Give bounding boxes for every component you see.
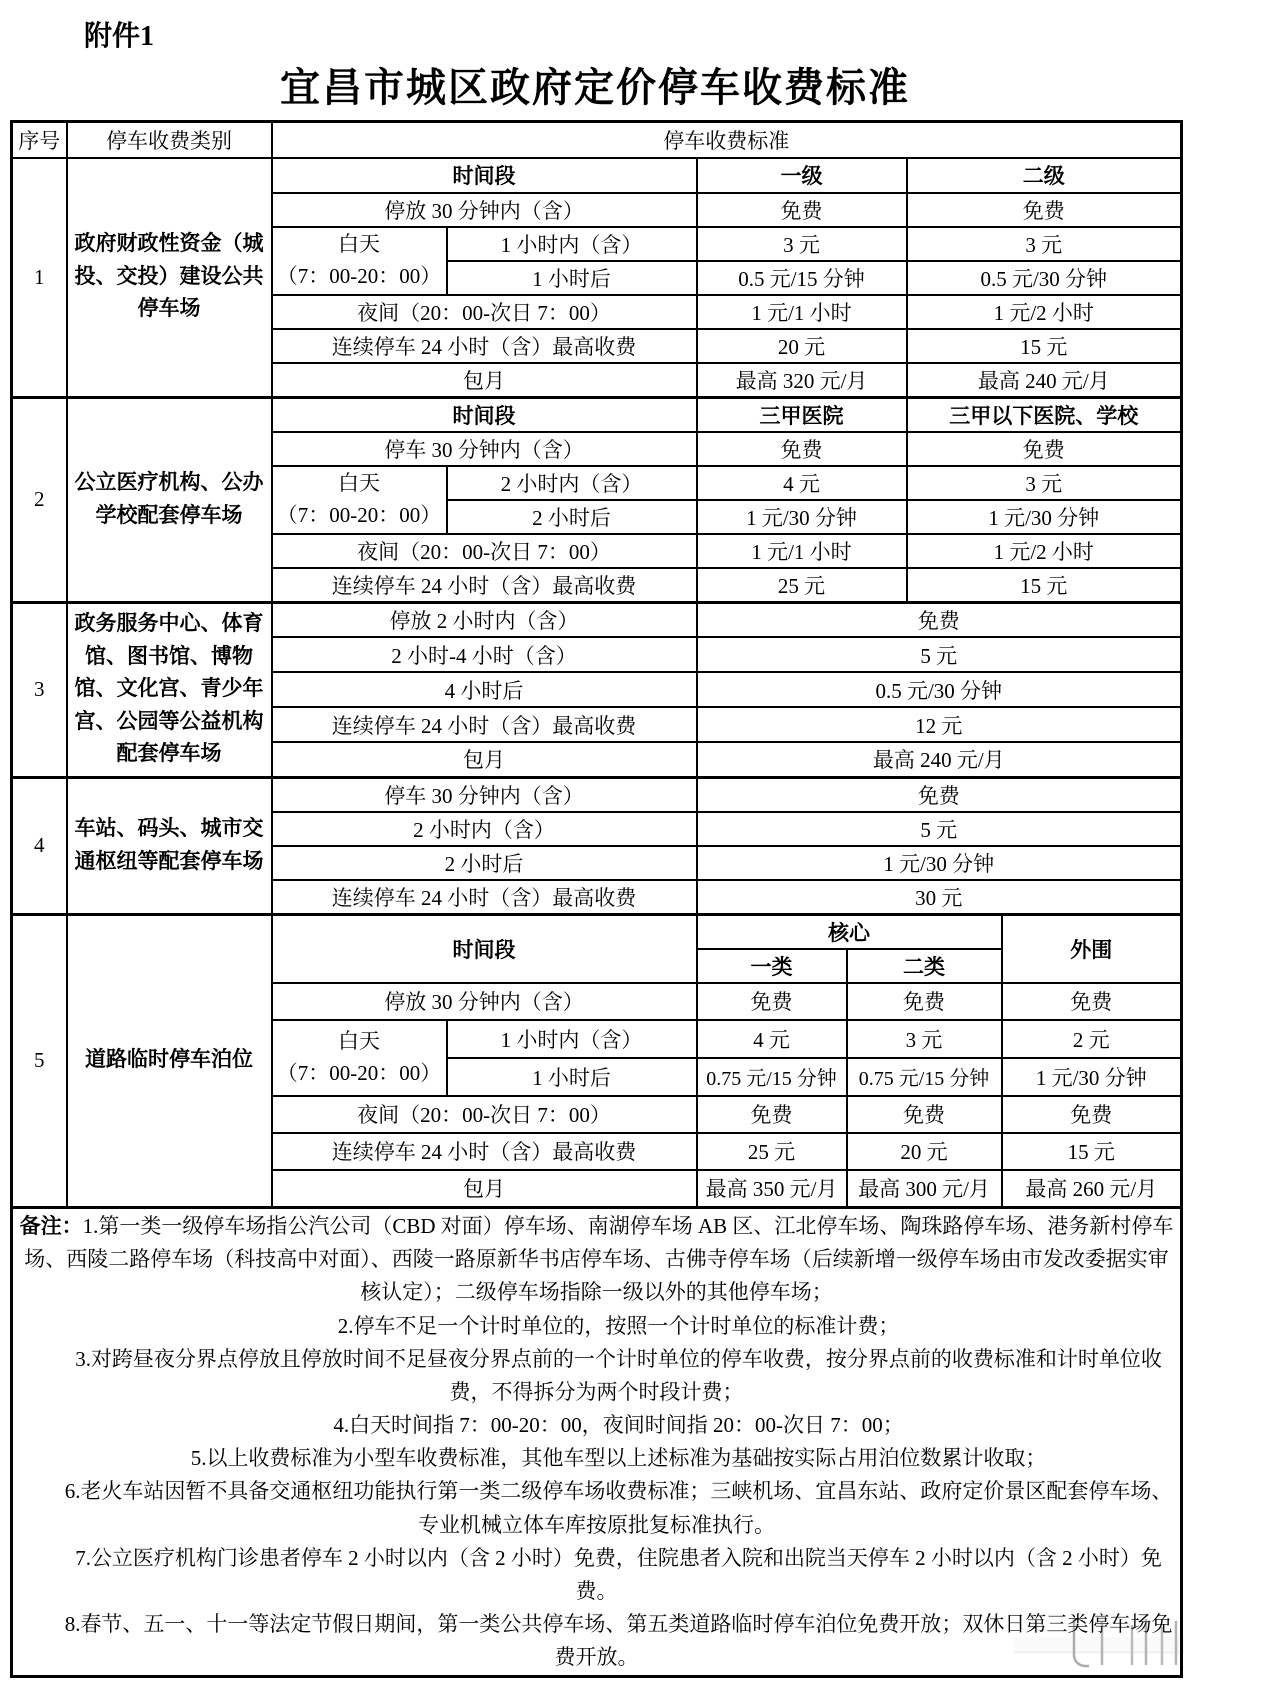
- s5-night-v2: 免费: [847, 1096, 1002, 1133]
- s5-free30-v2: 免费: [847, 983, 1002, 1020]
- s3-r1-label: 停放 2 小时内（含）: [272, 602, 697, 637]
- s1-within-label: 1 小时内（含）: [447, 227, 697, 261]
- s2-category: 公立医疗机构、公办学校配套停车场: [67, 397, 272, 602]
- s2-col2-header: 三甲以下医院、学校: [907, 397, 1182, 432]
- s3-r2-value: 5 元: [697, 637, 1182, 672]
- s1-max24-v2: 15 元: [907, 329, 1182, 363]
- s5-night-label: 夜间（20：00-次日 7：00）: [272, 1096, 697, 1133]
- s5-category: 道路临时停车泊位: [67, 914, 272, 1208]
- s4-r3-value: 1 元/30 分钟: [697, 846, 1182, 880]
- header-category: 停车收费类别: [67, 122, 272, 158]
- s5-within-v1: 4 元: [697, 1020, 847, 1058]
- s3-r1-row: [12, 602, 1182, 637]
- s1-monthly-label: 包月: [272, 363, 697, 398]
- s5-free30-v3: 免费: [1002, 983, 1182, 1020]
- s1-after-label: 1 小时后: [447, 261, 697, 295]
- s3-r5-label: 包月: [272, 742, 697, 777]
- s2-seq: 2: [12, 397, 67, 602]
- s4-r3-label: 2 小时后: [272, 846, 697, 880]
- note-item-2: 2.停车不足一个计时单位的，按照一个计时单位的标准计费；: [337, 1313, 900, 1338]
- s5-max24-v1: 25 元: [697, 1133, 847, 1170]
- s1-night-v2: 1 元/2 小时: [907, 295, 1182, 329]
- s3-r3-value: 0.5 元/30 分钟: [697, 672, 1182, 707]
- s5-free30-label: 停放 30 分钟内（含）: [272, 983, 697, 1020]
- s5-free30-v1: 免费: [697, 983, 847, 1020]
- s1-max24-label: 连续停车 24 小时（含）最高收费: [272, 329, 697, 363]
- s5-night-v1: 免费: [697, 1096, 847, 1133]
- s4-category: 车站、码头、城市交通枢纽等配套停车场: [67, 777, 272, 914]
- header-standard: 停车收费标准: [272, 122, 1182, 158]
- s2-night-v1: 1 元/1 小时: [697, 534, 907, 568]
- s2-max24-v1: 25 元: [697, 568, 907, 603]
- s1-daytime-line1: 白天: [338, 232, 380, 256]
- s1-after-v2: 0.5 元/30 分钟: [907, 261, 1182, 295]
- s1-after-v1: 0.5 元/15 分钟: [697, 261, 907, 295]
- s2-time-header: 时间段: [272, 397, 697, 432]
- s1-category: 政府财政性资金（城投、交投）建设公共停车场: [67, 158, 272, 398]
- s4-r1-value: 免费: [697, 777, 1182, 812]
- note-item-5: 5.以上收费标准为小型车收费标准，其他车型以上述标准为基础按实际占用泊位数累计收取；: [190, 1446, 1047, 1471]
- s2-within-v1: 4 元: [697, 466, 907, 500]
- s4-r4-label: 连续停车 24 小时（含）最高收费: [272, 880, 697, 915]
- s2-daytime-line2: （7：00-20：00）: [276, 502, 442, 527]
- s5-monthly-v3: 最高 260 元/月: [1002, 1170, 1182, 1208]
- note-item-4: 4.白天时间指 7：00-20：00，夜间时间指 20：00-次日 7：00；: [333, 1413, 904, 1438]
- s2-max24-label: 连续停车 24 小时（含）最高收费: [272, 568, 697, 603]
- s5-outer-header: 外围: [1002, 914, 1182, 983]
- s1-seq: 1: [12, 158, 67, 398]
- s1-col2-header: 二级: [907, 158, 1182, 193]
- s2-max24-v2: 15 元: [907, 568, 1182, 603]
- s3-r1-value: 免费: [697, 602, 1182, 637]
- s1-night-v1: 1 元/1 小时: [697, 295, 907, 329]
- s2-col1-header: 三甲医院: [697, 397, 907, 432]
- s5-within-v3: 2 元: [1002, 1020, 1182, 1058]
- s5-seq: 5: [12, 914, 67, 1208]
- note-item-8: 8.春节、五一、十一等法定节假日期间，第一类公共停车场、第五类道路临时停车泊位免费开放；双休日第三类停车场免费开放。: [64, 1612, 1173, 1670]
- s1-free30-label: 停放 30 分钟内（含）: [272, 193, 697, 227]
- s5-core1-header: 一类: [697, 949, 847, 983]
- note-item-1-text: 1.第一类一级停车场指公汽公司（CBD 对面）停车场、南湖停车场 AB 区、江北停车场、陶珠路停车场、港务新村停车场、西陵二路停车场（科技高中对面）、西陵一路原新华书店停车场、古佛寺停车场（后续新增一级停车场由市发改委据实审核认定）；二级停车场指除一级以外的其他停车场；: [24, 1214, 1174, 1305]
- s1-daytime-label: [272, 227, 447, 295]
- s4-r4-value: 30 元: [697, 880, 1182, 915]
- s5-max24-label: 连续停车 24 小时（含）最高收费: [272, 1133, 697, 1170]
- s2-header-row: [12, 397, 1182, 432]
- note-item-7: 7.公立医疗机构门诊患者停车 2 小时以内（含 2 小时）免费，住院患者入院和出院当天停车 2 小时以内（含 2 小时）免费。: [75, 1545, 1162, 1603]
- notes-row: [12, 1208, 1182, 1677]
- table-header-row: [12, 122, 1182, 158]
- s4-r1-row: [12, 777, 1182, 812]
- s5-daytime-line1: 白天: [338, 1029, 380, 1053]
- parking-fee-table: [10, 120, 1183, 1678]
- s3-seq: 3: [12, 602, 67, 777]
- s4-r2-label: 2 小时内（含）: [272, 812, 697, 846]
- s2-daytime-line1: 白天: [338, 471, 380, 495]
- notes-block: [12, 1208, 1182, 1677]
- note-item-3: 3.对跨昼夜分界点停放且停放时间不足昼夜分界点前的一个计时单位的停车收费，按分界点前的收费标准和计时单位收费，不得拆分为两个时段计费；: [75, 1346, 1162, 1404]
- note-item-6: 6.老火车站因暂不具备交通枢纽功能执行第一类二级停车场收费标准；三峡机场、宜昌东站、政府定价景区配套停车场、专业机械立体车库按原批复标准执行。: [64, 1479, 1173, 1537]
- s5-within-label: 1 小时内（含）: [447, 1020, 697, 1058]
- s5-max24-v2: 20 元: [847, 1133, 1002, 1170]
- s5-night-v3: 免费: [1002, 1096, 1182, 1133]
- note-item-1: [15, 1210, 1178, 1310]
- s5-daytime-label: [272, 1020, 447, 1096]
- s2-free30-label: 停车 30 分钟内（含）: [272, 432, 697, 466]
- s1-within-v2: 3 元: [907, 227, 1182, 261]
- s3-r5-value: 最高 240 元/月: [697, 742, 1182, 777]
- s2-after-v2: 1 元/30 分钟: [907, 500, 1182, 534]
- s1-time-header: 时间段: [272, 158, 697, 193]
- s5-core2-header: 二类: [847, 949, 1002, 983]
- s1-monthly-v2: 最高 240 元/月: [907, 363, 1182, 398]
- s1-free30-v1: 免费: [697, 193, 907, 227]
- s4-r2-value: 5 元: [697, 812, 1182, 846]
- s1-monthly-v1: 最高 320 元/月: [697, 363, 907, 398]
- s1-daytime-line2: （7：00-20：00）: [276, 263, 442, 288]
- page-title: 宜昌市城区政府定价停车收费标准: [280, 65, 910, 110]
- s5-monthly-v2: 最高 300 元/月: [847, 1170, 1002, 1208]
- s2-free30-v1: 免费: [697, 432, 907, 466]
- s5-after-label: 1 小时后: [447, 1058, 697, 1096]
- s4-seq: 4: [12, 777, 67, 914]
- s5-header-row1: [12, 914, 1182, 949]
- s5-within-v2: 3 元: [847, 1020, 1002, 1058]
- s3-r3-label: 4 小时后: [272, 672, 697, 707]
- s3-r4-label: 连续停车 24 小时（含）最高收费: [272, 707, 697, 742]
- s2-after-label: 2 小时后: [447, 500, 697, 534]
- s1-col1-header: 一级: [697, 158, 907, 193]
- s2-daytime-label: [272, 466, 447, 534]
- s5-core-header: 核心: [697, 914, 1002, 949]
- s3-r4-value: 12 元: [697, 707, 1182, 742]
- s1-free30-v2: 免费: [907, 193, 1182, 227]
- s1-within-v1: 3 元: [697, 227, 907, 261]
- s2-after-v1: 1 元/30 分钟: [697, 500, 907, 534]
- s5-after-v2: 0.75 元/15 分钟: [847, 1058, 1002, 1096]
- s4-r1-label: 停车 30 分钟内（含）: [272, 777, 697, 812]
- notes-prefix: 备注：: [19, 1214, 83, 1238]
- attachment-label: 附件1: [84, 21, 155, 52]
- scan-artifact-watermark: [1014, 1607, 1184, 1683]
- s5-time-header: 时间段: [272, 914, 697, 983]
- s5-after-v1: 0.75 元/15 分钟: [697, 1058, 847, 1096]
- s2-free30-v2: 免费: [907, 432, 1182, 466]
- s2-within-label: 2 小时内（含）: [447, 466, 697, 500]
- s2-within-v2: 3 元: [907, 466, 1182, 500]
- s5-max24-v3: 15 元: [1002, 1133, 1182, 1170]
- s1-header-row: [12, 158, 1182, 193]
- s5-after-v3: 1 元/30 分钟: [1002, 1058, 1182, 1096]
- header-seq: 序号: [12, 122, 67, 158]
- s3-category: 政务服务中心、体育馆、图书馆、博物馆、文化宫、青少年宫、公园等公益机构配套停车场: [67, 602, 272, 777]
- s2-night-label: 夜间（20：00-次日 7：00）: [272, 534, 697, 568]
- s2-night-v2: 1 元/2 小时: [907, 534, 1182, 568]
- s1-max24-v1: 20 元: [697, 329, 907, 363]
- s3-r2-label: 2 小时-4 小时（含）: [272, 637, 697, 672]
- s5-monthly-v1: 最高 350 元/月: [697, 1170, 847, 1208]
- s5-daytime-line2: （7：00-20：00）: [276, 1060, 442, 1085]
- s1-night-label: 夜间（20：00-次日 7：00）: [272, 295, 697, 329]
- s5-monthly-label: 包月: [272, 1170, 697, 1208]
